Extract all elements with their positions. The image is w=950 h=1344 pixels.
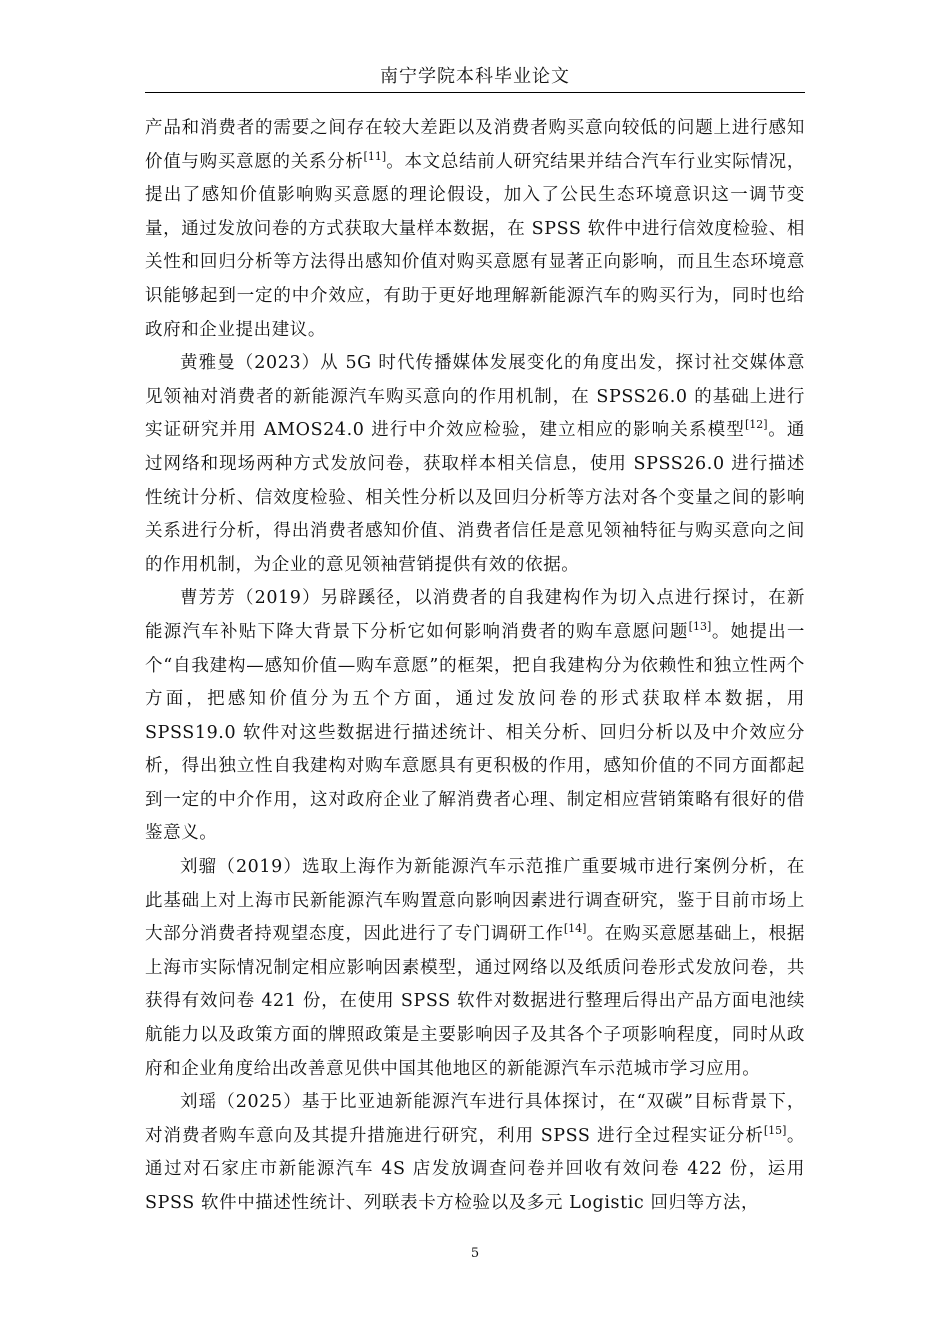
citation-ref: [13] (688, 620, 712, 634)
paragraph-1 (145, 112, 805, 347)
page-number: 5 (470, 1246, 480, 1261)
paragraph-text: 刘瑶（2025）基于比亚迪新能源汽车进行具体探讨，在“双碳”目标背景下，对消费者购车意向及其提升措施进行研究，利用 SPSS 进行全过程实证分析 (145, 1092, 805, 1146)
paragraph-4 (145, 851, 805, 1086)
paragraph-text: 产品和消费者的需要之间存在较大差距以及消费者购买意向较低的问题上进行感知价值与购买意愿的关系分析 (145, 118, 805, 172)
paragraph-text: 黄雅曼（2023）从 5G 时代传播媒体发展变化的角度出发，探讨社交媒体意见领袖对消费者的新能源汽车购买意向的作用机制，在 SPSS26.0 的基础上进行实证研究并用 AMOS24.0 进行中介效应检验，建立相应的影响关系模型 (145, 353, 805, 441)
citation-ref: [12] (745, 418, 768, 432)
paragraph-5 (145, 1086, 805, 1220)
citation-ref: [11] (363, 149, 387, 163)
paragraph-text: 刘骝（2019）选取上海作为新能源汽车示范推广重要城市进行案例分析，在此基础上对上海市民新能源汽车购置意向影响因素进行调查研究，鉴于目前市场上大部分消费者持观望态度，因此进行了专门调研工作 (145, 857, 805, 945)
paragraph-text: 。在购买意愿基础上，根据上海市实际情况制定相应影响因素模型，通过网络以及纸质问卷形式发放问卷，共获得有效问卷 421 份，在使用 SPSS 软件对数据进行整理后得出产品方面电池续航能力以及政策方面的牌照政策是主要影响因子及其各个子项影响程度，同时从政府和企业角度给出改善意见供中国其他地区的新能源汽车示范城市学习应用。 (145, 924, 805, 1079)
paragraph-text: 。她提出一个“自我建构—感知价值—购车意愿”的框架，把自我建构分为依赖性和独立性两个方面，把感知价值分为五个方面，通过发放问卷的形式获取样本数据，用 SPSS19.0 软件对这些数据进行描述统计、相关分析、回归分析以及中介效应分析，得出独立性自我建构对购车意愿具有更积极的作用，感知价值的不同方面都起到一定的中介作用，这对政府企业了解消费者心理、制定相应营销策略有很好的借鉴意义。 (145, 621, 806, 844)
citation-ref: [14] (563, 922, 587, 936)
paragraph-text: 。通过网络和现场两种方式发放问卷，获取样本相关信息，使用 SPSS26.0 进行描述性统计分析、信效度检验、相关性分析以及回归分析等方法对各个变量之间的影响关系进行分析，得出消费者感知价值、消费者信任是意见领袖特征与购买意向之间的作用机制，为企业的意见领袖营销提供有效的依据。 (145, 420, 805, 575)
citation-ref: [15] (763, 1123, 787, 1137)
paragraph-text: 。通过对石家庄市新能源汽车 4S 店发放调查问卷并回收有效问卷 422 份，运用 SPSS 软件中描述性统计、列联表卡方检验以及多元 Logistic 回归等方法， (145, 1125, 805, 1213)
paragraph-text: 曹芳芳（2019）另辟蹊径，以消费者的自我建构作为切入点进行探讨，在新能源汽车补贴下降大背景下分析它如何影响消费者的购车意愿问题 (145, 588, 805, 642)
paragraph-3 (145, 582, 805, 851)
body-text (145, 112, 805, 1221)
page-header: 南宁学院本科毕业论文 (145, 64, 805, 93)
paragraph-text: 。本文总结前人研究结果并结合汽车行业实际情况，提出了感知价值影响购买意愿的理论假设，加入了公民生态环境意识这一调节变量，通过发放问卷的方式获取大量样本数据，在 SPSS 软件中进行信效度检验、相关性和回归分析等方法得出感知价值对购买意愿有显著正向影响，而且生态环境意识能够起到一定的中介效应，有助于更好地理解新能源汽车的购买行为，同时也给政府和企业提出建议。 (145, 151, 805, 340)
paragraph-2 (145, 347, 805, 582)
